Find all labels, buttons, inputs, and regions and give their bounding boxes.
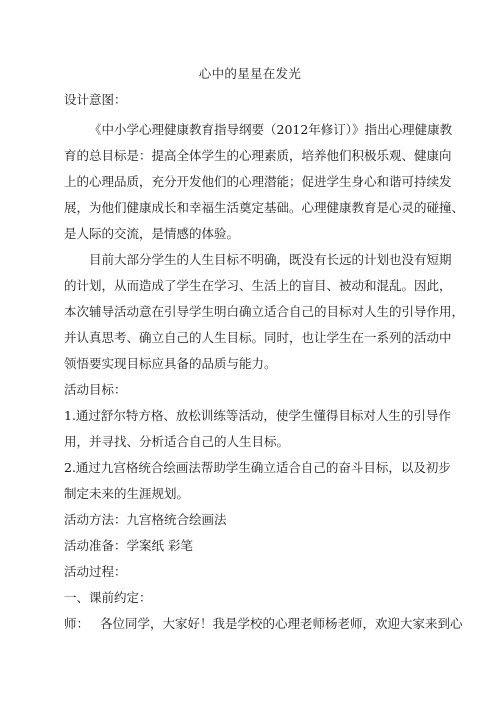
paragraph-design-1: [64, 122, 465, 242]
paragraph-line: 的计划，从而造成了学生在学习、生活上的盲目、被动和混乱。因此，: [64, 278, 452, 293]
dialogue-text: 各位同学，大家好！我是学校的心理老师杨老师，欢迎大家来到心: [100, 616, 463, 631]
activity-method: 活动方法：九宫格统合绘画法: [64, 512, 227, 527]
activity-goals-heading: 活动目标：: [64, 382, 127, 397]
paragraph-line: 并认真思考、确立自己的人生目标。同时，也让学生在一系列的活动中: [64, 330, 452, 345]
paragraph-line: 2.通过九宫格统合绘画法帮助学生确立适合自己的奋斗目标，以及初步: [64, 460, 451, 475]
paragraph-line: 目前大部分学生的人生目标不明确，既没有长远的计划也没有短期: [89, 252, 452, 267]
design-intent-heading: 设计意图：: [64, 92, 127, 107]
document-title: 心中的星星在发光: [198, 66, 302, 81]
activity-process-heading: 活动过程：: [64, 564, 127, 579]
speaker-label: 师：: [64, 616, 90, 631]
paragraph-line: 本次辅导活动意在引导学生明白确立适合自己的目标对人生的引导作用，: [64, 304, 465, 319]
section-heading-1: 一、课前约定：: [64, 590, 152, 605]
paragraph-line: 1.通过舒尔特方格、放松训练等活动，使学生懂得目标对人生的引导作: [64, 408, 451, 423]
goal-item-1: [64, 408, 451, 450]
paragraph-line: 用，并寻找、分析适合自己的人生目标。: [64, 434, 290, 449]
paragraph-line: 制定未来的生涯规划。: [64, 486, 190, 501]
teacher-dialogue: [64, 616, 463, 632]
document-body: [64, 92, 465, 632]
goal-item-2: [64, 460, 451, 502]
paragraph-line: 《中小学心理健康教育指导纲要（2012年修订）》指出心理健康教: [89, 122, 453, 137]
paragraph-line: 领悟要实现目标应具备的品质与能力。: [64, 356, 277, 371]
paragraph-design-2: [64, 252, 465, 372]
paragraph-line: 育的总目标是：提高全体学生的心理素质，培养他们积极乐观、健康向: [64, 148, 452, 163]
paragraph-line: 展，为他们健康成长和幸福生活奠定基础。心理健康教育是心灵的碰撞、: [64, 200, 465, 215]
paragraph-line: 上的心理品质，充分开发他们的心理潜能；促进学生身心和谐可持续发: [64, 174, 452, 189]
activity-preparation: 活动准备：学案纸 彩笔: [64, 538, 193, 553]
paragraph-line: 是人际的交流，是情感的体验。: [64, 226, 240, 241]
